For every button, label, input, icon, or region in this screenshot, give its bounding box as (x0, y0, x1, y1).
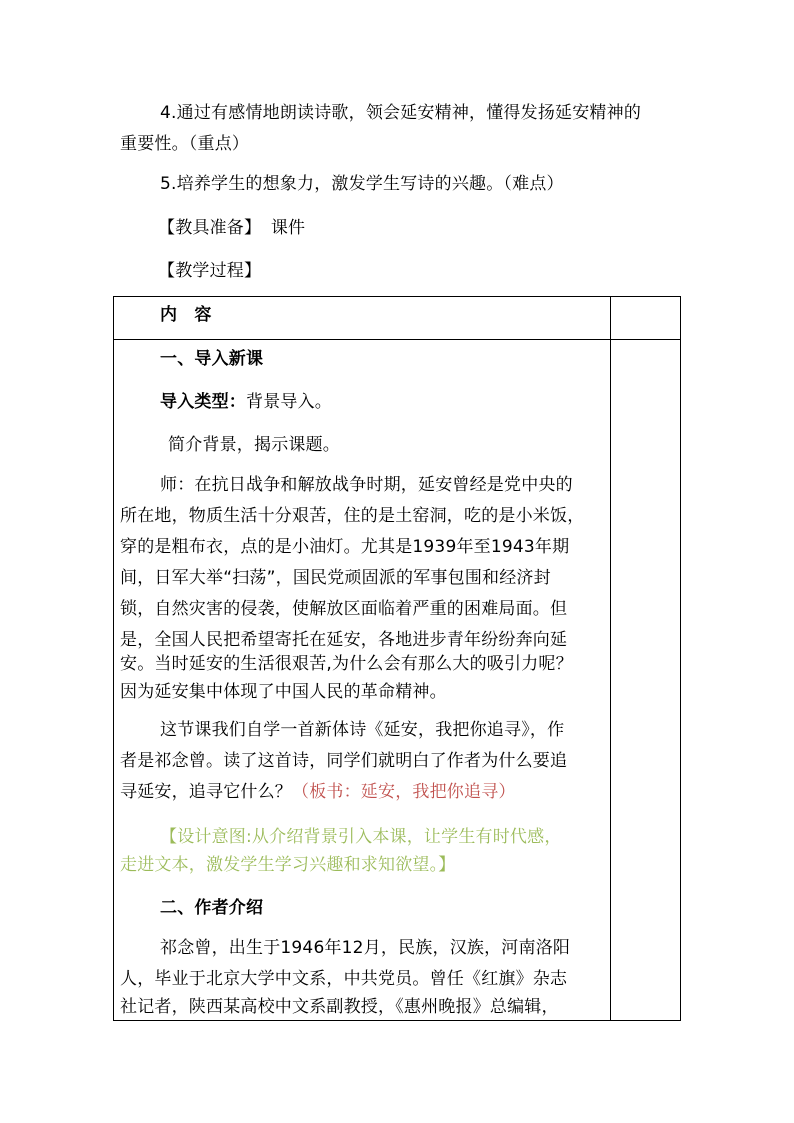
teacher-line-3: 间，日军大举“扫荡”，国民党顽固派的军事包围和经济封 (120, 568, 551, 588)
table-column-divider (610, 296, 611, 1021)
objective-4-line1: 4.通过有感情地朗读诗歌，领会延安精神，懂得发扬延安精神的 (160, 103, 642, 123)
table-header-divider (113, 339, 681, 340)
lesson-line-2 (120, 782, 516, 802)
bio-line-0: 祁念曾，出生于1946年12月，民族，汉族，河南洛阳 (160, 938, 571, 958)
import-type-label: 导入类型： (160, 392, 246, 412)
import-type-row (160, 392, 332, 412)
process-heading: 【教学过程】 (158, 261, 262, 281)
lesson-line-2-text: 寻延安，追寻它什么？ (120, 782, 292, 802)
bio-line-2: 社记者，陕西某高校中文系副教授，《惠州晚报》总编辑， (120, 997, 559, 1017)
section1-title: 一、导入新课 (160, 349, 264, 369)
prep-value: 课件 (270, 218, 306, 238)
design-line-0: 【设计意图:从介绍背景引入本课，让学生有时代感， (160, 827, 562, 847)
table-header-content: 内 容 (160, 305, 212, 325)
teacher-line-4: 锁，自然灾害的侵袭，使解放区面临着严重的困难局面。但 (120, 599, 568, 619)
import-type-value: 背景导入。 (246, 392, 332, 412)
teacher-line-1: 所在地，物质生活十分艰苦，住的是土窑洞，吃的是小米饭， (120, 506, 585, 526)
design-line-1: 走进文本，激发学生学习兴趣和求知欲望。】 (120, 855, 456, 875)
intro-line: 简介背景，揭示课题。 (168, 435, 340, 455)
board-note: （板书：延安，我把你追寻） (292, 782, 516, 802)
teacher-line-6: 安。当时延安的生活很艰苦,为什么会有那么大的吸引力呢？ (120, 654, 573, 674)
section2-title: 二、作者介绍 (160, 898, 264, 918)
teacher-line-5: 是，全国人民把希望寄托在延安，各地进步青年纷纷奔向延 (120, 630, 568, 650)
teacher-line-0: 师：在抗日战争和解放战争时期，延安曾经是党中央的 (160, 475, 573, 495)
teacher-line-2: 穿的是粗布衣，点的是小油灯。尤其是1939年至1943年期 (120, 537, 570, 557)
lesson-line-0: 这节课我们自学一首新体诗《延安，我把你追寻》，作 (160, 720, 565, 740)
prep-row (158, 218, 305, 238)
teacher-line-7: 因为延安集中体现了中国人民的革命精神。 (120, 682, 447, 702)
objective-5: 5.培养学生的想象力，激发学生写诗的兴趣。（难点） (160, 174, 564, 194)
lesson-line-1: 者是祁念曾。读了这首诗，同学们就明白了作者为什么要追 (120, 751, 568, 771)
bio-line-1: 人，毕业于北京大学中文系，中共党员。曾任《红旗》杂志 (120, 969, 568, 989)
objective-4-line2: 重要性。（重点） (120, 134, 250, 154)
prep-label: 【教具准备】 (158, 218, 262, 238)
